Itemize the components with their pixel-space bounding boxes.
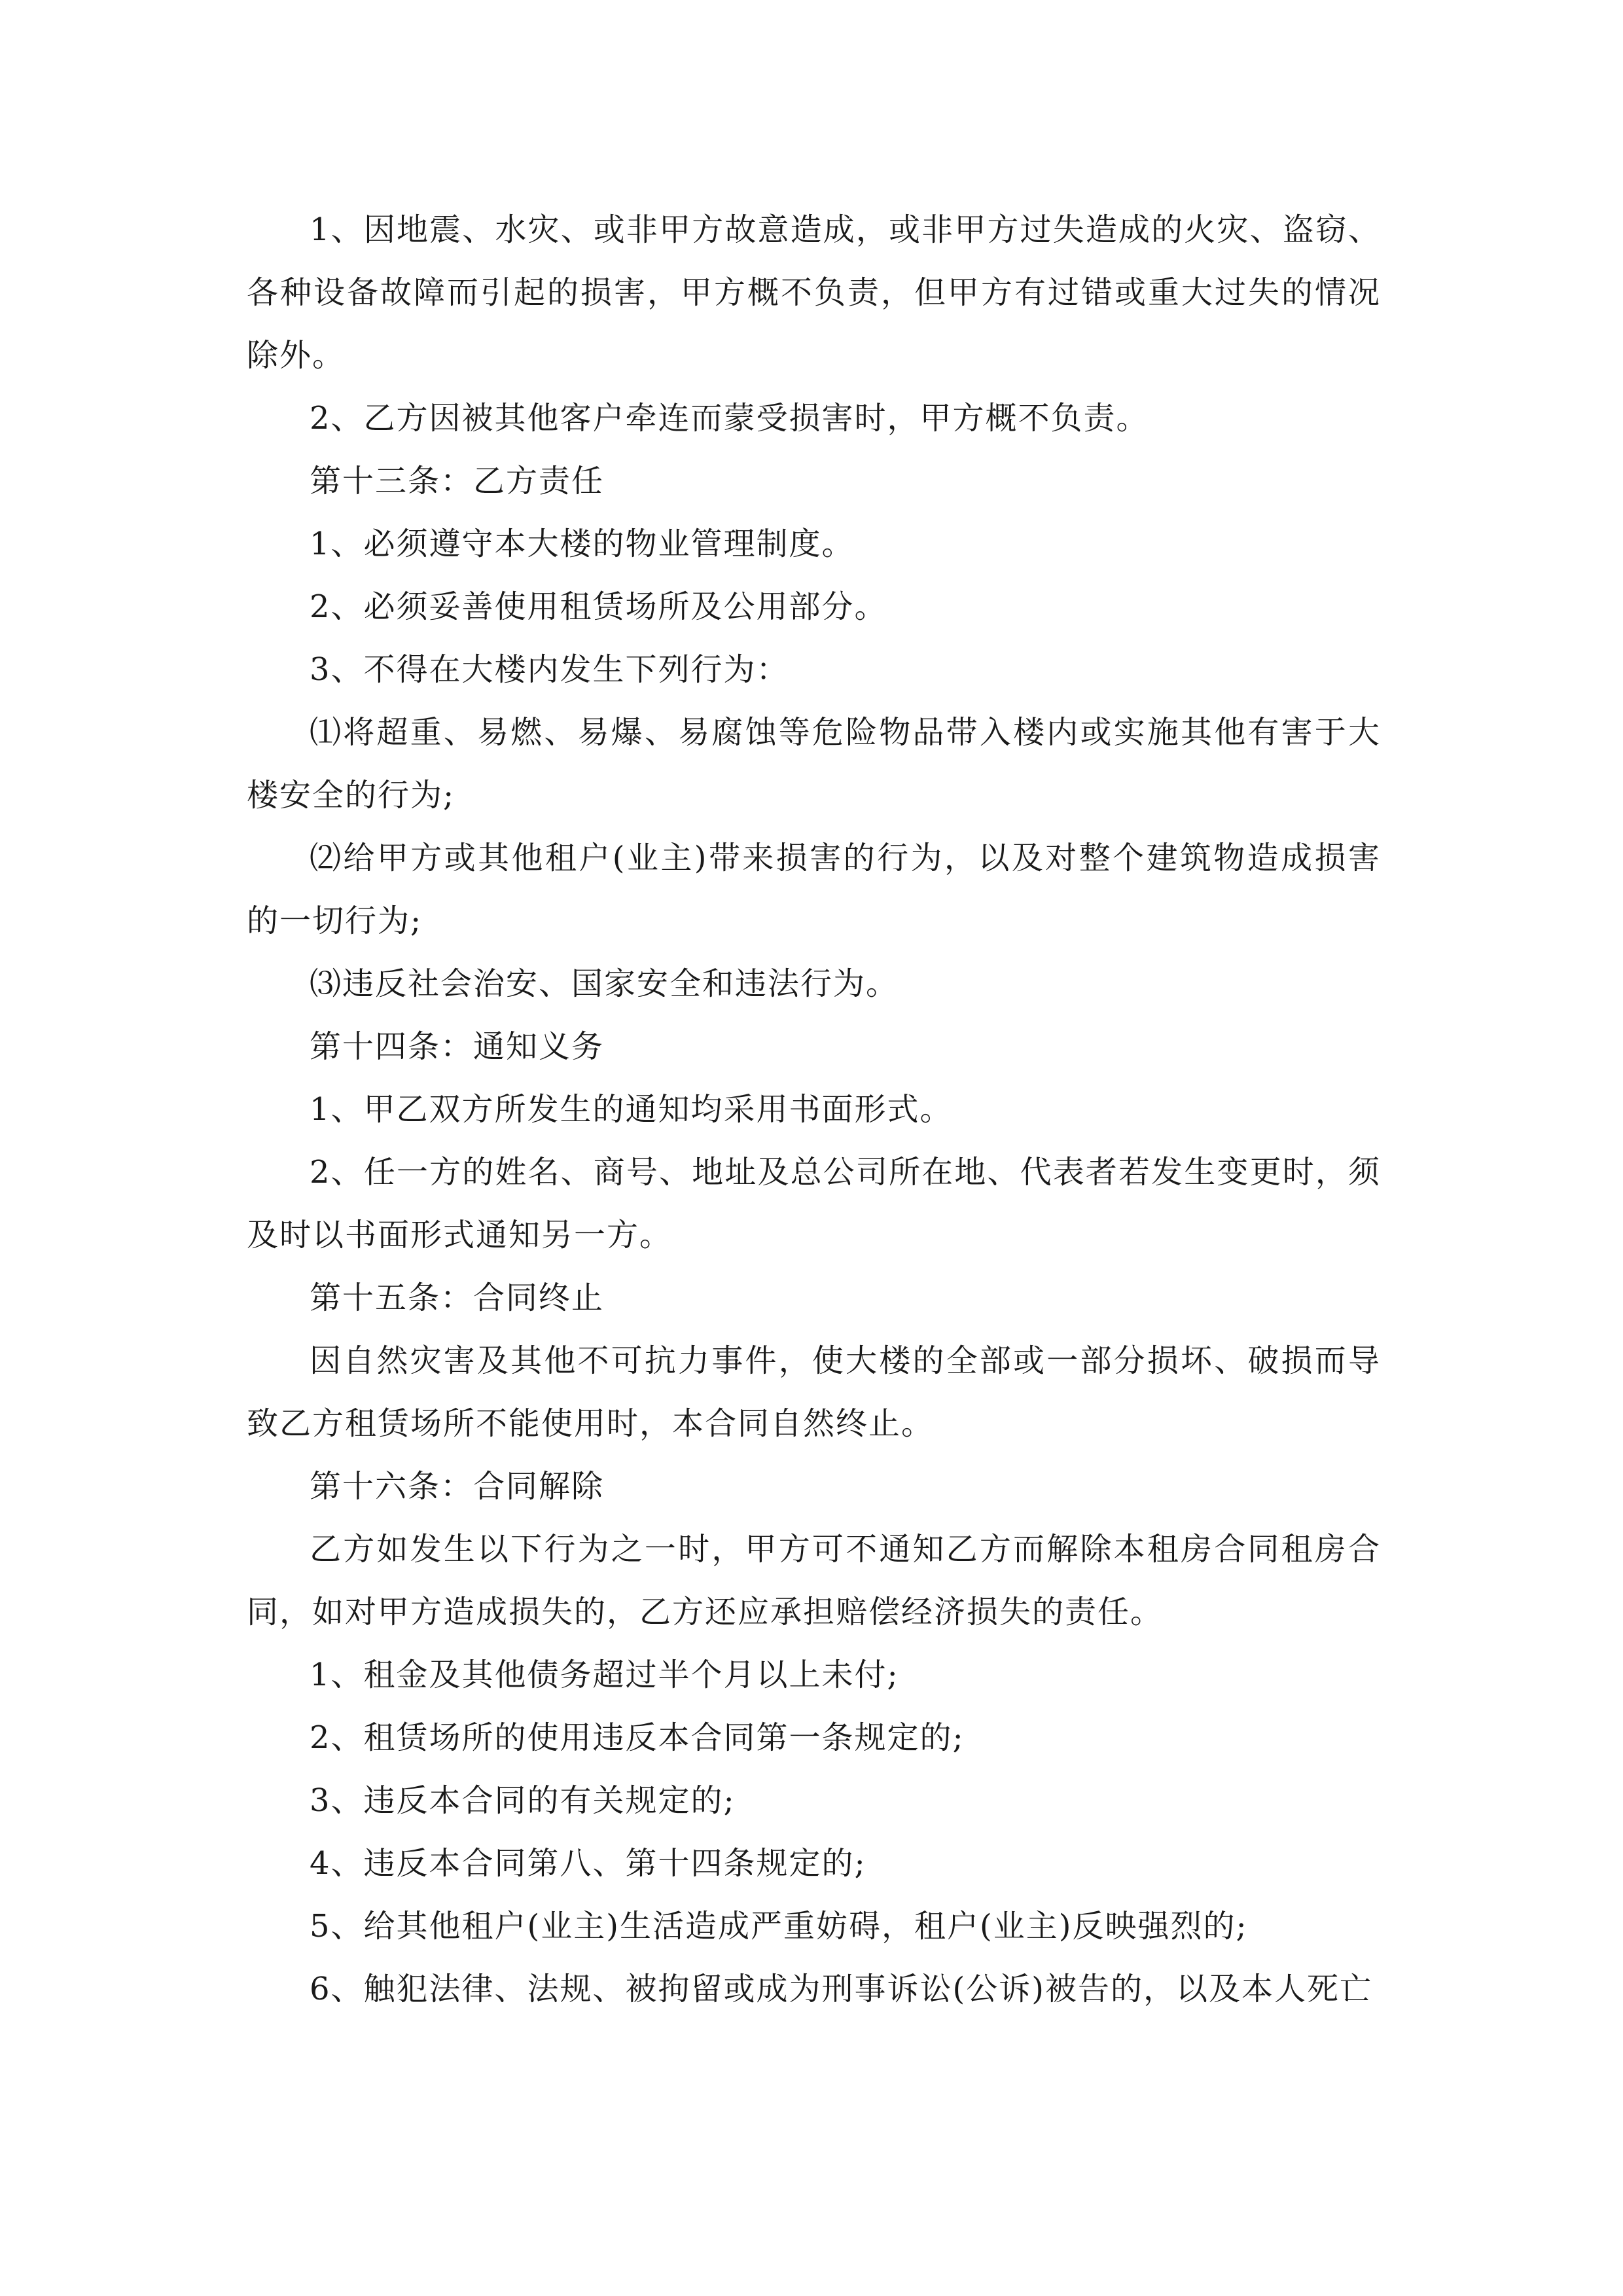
paragraph-13-1: 1、必须遵守本大楼的物业管理制度。 (310, 526, 855, 562)
paragraph-13-3-1: ⑴将超重、易燃、易爆、易腐蚀等危险物品带入楼内或实施其他有害于大楼安全的行为; (247, 714, 1381, 814)
paragraph-14-1: 1、甲乙双方所发生的通知均采用书面形式。 (310, 1091, 953, 1128)
paragraph-13-3-2: ⑵给甲方或其他租户(业主)带来损害的行为，以及对整个建筑物造成损害的一切行为; (247, 840, 1381, 939)
document-body (247, 198, 1381, 2020)
paragraph-16-6: 6、触犯法律、法规、被拘留或成为刑事诉讼(公诉)被告的，以及本人死亡 (310, 1971, 1372, 2007)
paragraph-16-2: 2、租赁场所的使用违反本合同第一条规定的; (310, 1719, 965, 1756)
paragraph-16-body: 乙方如发生以下行为之一时，甲方可不通知乙方而解除本租房合同租房合同，如对甲方造成损失的，乙方还应承担赔偿经济损失的责任。 (247, 1531, 1381, 1630)
heading-article-14: 第十四条：通知义务 (310, 1028, 605, 1065)
heading-article-13: 第十三条：乙方责任 (310, 463, 605, 499)
paragraph-13-3: 3、不得在大楼内发生下列行为： (310, 651, 789, 688)
paragraph-16-1: 1、租金及其他债务超过半个月以上未付; (310, 1657, 899, 1693)
paragraph-14-2: 2、任一方的姓名、商号、地址及总公司所在地、代表者若发生变更时，须及时以书面形式通知另一方。 (247, 1154, 1381, 1253)
paragraph-16-3: 3、违反本合同的有关规定的; (310, 1782, 736, 1819)
paragraph-16-5: 5、给其他租户(业主)生活造成严重妨碍，租户(业主)反映强烈的; (310, 1908, 1248, 1945)
paragraph-13-3-3: ⑶违反社会治安、国家安全和违法行为。 (310, 965, 899, 1002)
paragraph-15-body: 因自然灾害及其他不可抗力事件，使大楼的全部或一部分损坏、破损而导致乙方租赁场所不能使用时，本合同自然终止。 (247, 1342, 1381, 1442)
heading-article-15: 第十五条：合同终止 (310, 1280, 605, 1316)
paragraph-16-4: 4、违反本合同第八、第十四条规定的; (310, 1845, 866, 1882)
heading-article-16: 第十六条：合同解除 (310, 1468, 605, 1505)
paragraph-other-tenant-damage: 2、乙方因被其他客户牵连而蒙受损害时，甲方概不负责。 (310, 400, 1149, 437)
paragraph-13-2: 2、必须妥善使用租赁场所及公用部分。 (310, 588, 887, 625)
paragraph-force-majeure-liability: 1、因地震、水灾、或非甲方故意造成，或非甲方过失造成的火灾、盗窃、各种设备故障而引起的损害，甲方概不负责，但甲方有过错或重大过失的情况除外。 (247, 211, 1381, 374)
